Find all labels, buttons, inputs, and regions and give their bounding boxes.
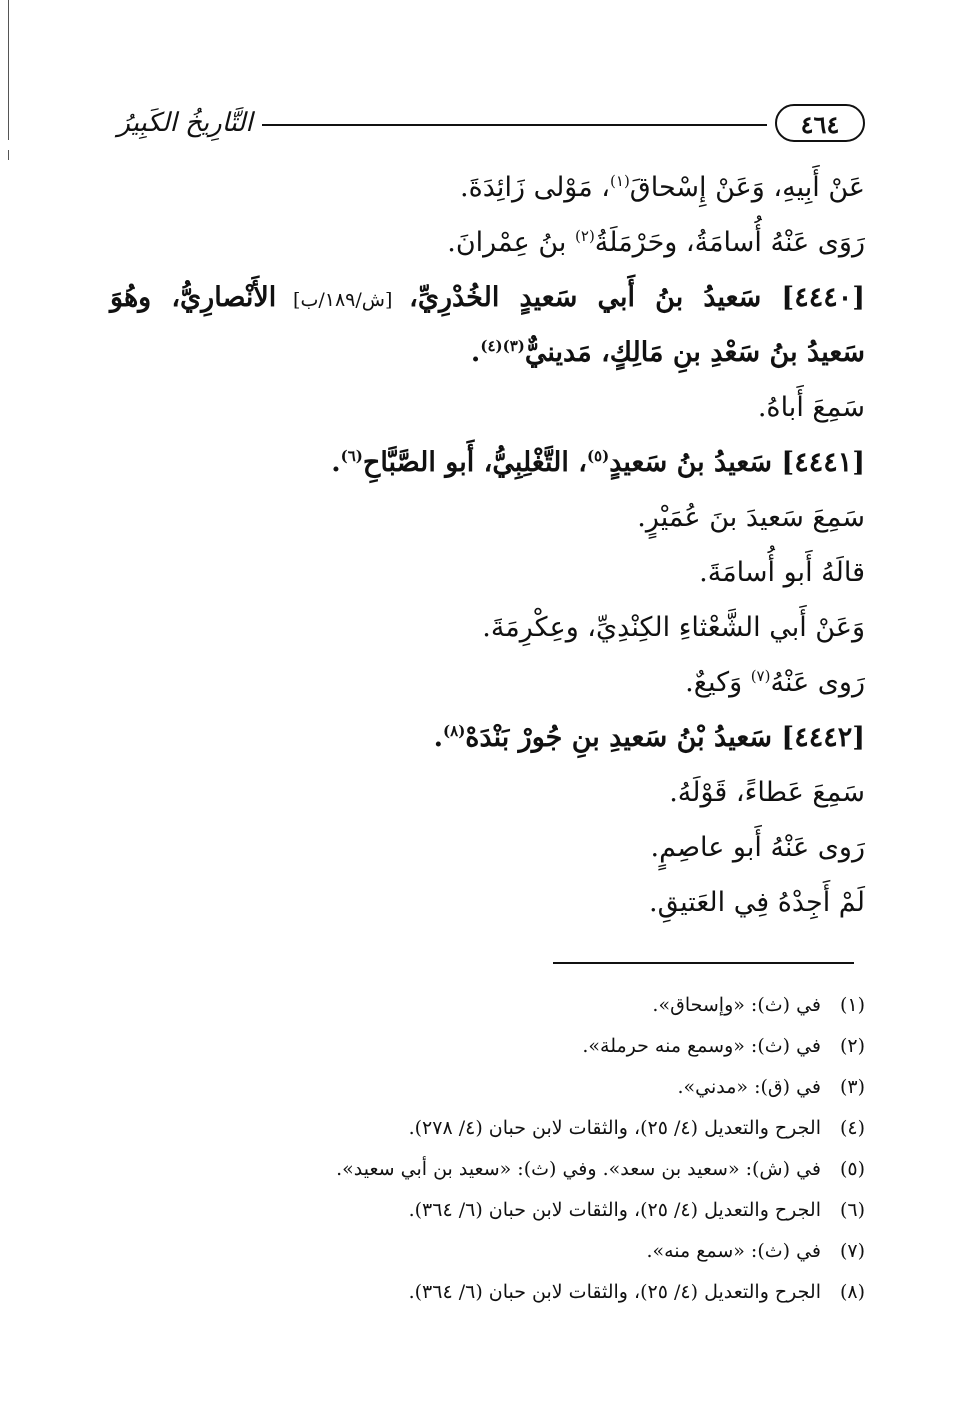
- line-text: .: [331, 447, 341, 478]
- manuscript-ref: [ش/١٨٩/ب]: [276, 289, 410, 311]
- text-line: لَمْ أَجِدْهُ فِي العَتيقِ.: [648, 887, 865, 918]
- main-text: [110, 160, 865, 930]
- line-text: رَوَى عَنْهُ أُسامَةُ، وحَرْمَلَةُ: [594, 227, 865, 258]
- footnote-ref: (٨): [443, 722, 466, 740]
- page-edge-line: [8, 0, 9, 140]
- footnote-ref: (٣)(٤): [480, 337, 525, 355]
- footnote: [250, 1108, 865, 1149]
- line-text: بنُ عِمْرانَ.: [447, 227, 576, 258]
- entry-title: [٤٤٤٠] سَعيدُ بنُ أَبي سَعيدٍ الخُدْرِيِّ،: [409, 282, 865, 313]
- footnote-ref: (٦): [340, 447, 363, 465]
- entry-title: [٤٤٤١] سَعيدُ بنُ سَعيدٍ: [609, 447, 865, 478]
- line-text: .: [470, 337, 481, 368]
- footnote-number: (٦): [839, 1199, 865, 1221]
- footnote-number: (٥): [839, 1158, 865, 1180]
- page-number: ٤٦٤: [775, 104, 865, 142]
- page-header: [110, 104, 865, 150]
- footnote: [250, 1190, 865, 1231]
- footnote: [250, 1272, 865, 1313]
- footnote-text: الجرح والتعديل (٤/ ٢٥)، والثقات لابن حبان (٦/ ٣٦٤).: [408, 1281, 821, 1303]
- footnote-text: في (ش): «سعيد بن سعد». وفي (ث): «سعيد بن أبي سعيد».: [336, 1158, 821, 1180]
- footnote-text: في (ث): «سمع منه».: [646, 1240, 821, 1262]
- text-line: وَعَنْ أَبي الشَّعْثاءِ الكِنْدِيِّ، وعِكْرِمَةَ.: [482, 612, 865, 643]
- footnote: [250, 1231, 865, 1272]
- footnote-ref: (٢): [575, 227, 595, 245]
- entry-heading: [110, 435, 865, 490]
- footnote-text: في (ق): «مدني».: [677, 1076, 821, 1098]
- text-line: [110, 655, 865, 710]
- footnote-text: في (ث): «وإسحاق».: [652, 994, 821, 1016]
- page-edge-mark: [8, 150, 9, 160]
- footnote-number: (١): [839, 994, 865, 1016]
- line-text: عَنْ أَبِيهِ، وَعَنْ إِسْحاقَ: [629, 172, 865, 203]
- footnote-number: (٨): [839, 1281, 865, 1303]
- header-rule: [262, 124, 767, 126]
- text-line: [110, 215, 865, 270]
- entry-heading: [110, 270, 865, 325]
- text-line: سَمِعَ أَباهُ.: [757, 392, 865, 423]
- footnote-separator: [553, 962, 854, 964]
- entry-title: [٤٤٤٢] سَعيدُ بْنُ سَعيدِ بنِ جُورْ بَنْدَهْ: [465, 722, 865, 753]
- line-text: .: [433, 722, 444, 753]
- footnote-ref: (٥): [586, 447, 610, 465]
- text-line: سَمِعَ سَعيدَ بنَ عُمَيْرٍ.: [637, 502, 865, 533]
- text-line: رَوى عَنْهُ أَبو عاصِمٍ.: [650, 832, 865, 863]
- footnote: [250, 1067, 865, 1108]
- entry-title: الأَنْصارِيُّ، وهُوَ: [110, 282, 277, 313]
- footnote: [250, 985, 865, 1026]
- footnote-text: الجرح والتعديل (٤/ ٢٥)، والثقات لابن حبان (٤/ ٢٧٨).: [408, 1117, 821, 1139]
- footnote-number: (٢): [839, 1035, 865, 1057]
- footnote-number: (٧): [839, 1240, 865, 1262]
- footnotes: [250, 985, 865, 1313]
- entry-heading: [110, 710, 865, 765]
- footnote-text: الجرح والتعديل (٤/ ٢٥)، والثقات لابن حبان (٦/ ٣٦٤).: [408, 1199, 821, 1221]
- line-text: وَكيعٌ.: [685, 667, 751, 698]
- footnote-ref: (٧): [750, 667, 771, 685]
- running-title: التَّارِيخُ الكَبِيرُ: [117, 108, 253, 138]
- footnote: [250, 1026, 865, 1067]
- entry-heading: [110, 325, 865, 380]
- footnote-number: (٤): [839, 1117, 865, 1139]
- footnote-number: (٣): [839, 1076, 865, 1098]
- entry-title: سَعيدُ بنُ سَعْدِ بنِ مَالِكٍ، مَدينيٌّ: [524, 337, 865, 368]
- text-line: سَمِعَ عَطاءً، قَوْلَهُ.: [669, 777, 865, 808]
- entry-title: ، التَّغْلِبِيُّ، أَبو الصَّبَّاحِ: [362, 447, 587, 478]
- text-line: قالَهُ أَبو أُسامَةَ.: [699, 557, 865, 588]
- footnote: [250, 1149, 865, 1190]
- text-line: [110, 160, 865, 215]
- footnote-text: في (ث): «وسمع منه حرملة».: [582, 1035, 821, 1057]
- footnote-ref: (١): [610, 172, 630, 190]
- line-text: رَوى عَنْهُ: [770, 667, 865, 698]
- line-text: ، مَوْلى زَائِدَةَ.: [460, 172, 611, 203]
